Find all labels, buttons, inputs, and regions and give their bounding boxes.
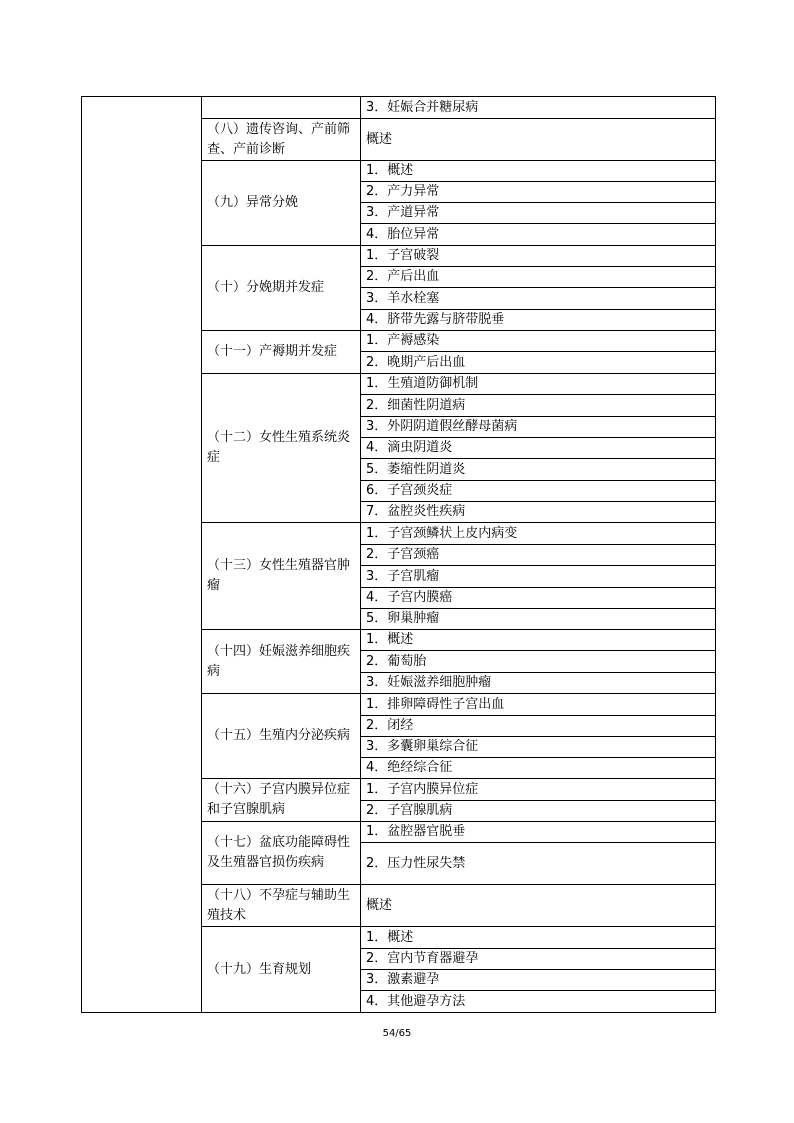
section-item: 3．妊娠合并糖尿病 xyxy=(361,97,716,119)
section-title: （十六）子宫内膜异位症和子宫腺肌病 xyxy=(202,779,361,822)
section-item: 4．其他避孕方法 xyxy=(361,991,716,1013)
section-title: （十七）盆底功能障碍性及生殖器官损伤疾病 xyxy=(202,822,361,885)
section-title: （十）分娩期并发症 xyxy=(202,246,361,331)
section-title: （十八）不孕症与辅助生殖技术 xyxy=(202,885,361,927)
section-title xyxy=(202,97,361,119)
section-item: 1．概述 xyxy=(361,630,716,651)
section-item: 4．绝经综合征 xyxy=(361,758,716,779)
page-number: 54/65 xyxy=(382,1028,412,1039)
section-item: 概述 xyxy=(361,885,716,927)
syllabus-table-body xyxy=(82,97,716,1013)
section-item: 3．子宫肌瘤 xyxy=(361,566,716,588)
section-item: 1．概述 xyxy=(361,927,716,949)
section-item: 3．产道异常 xyxy=(361,203,716,224)
section-item: 1．概述 xyxy=(361,161,716,182)
table-row xyxy=(82,97,716,119)
section-item: 1．产褥感染 xyxy=(361,331,716,352)
section-item: 3．外阴阴道假丝酵母菌病 xyxy=(361,417,716,438)
section-item: 2．宫内节育器避孕 xyxy=(361,949,716,970)
section-item: 1．子宫颈鳞状上皮内病变 xyxy=(361,523,716,545)
section-item: 1．排卵障碍性子宫出血 xyxy=(361,694,716,716)
section-title: （九）异常分娩 xyxy=(202,161,361,246)
section-title: （十三）女性生殖器官肿瘤 xyxy=(202,523,361,630)
section-item: 1．子宫破裂 xyxy=(361,246,716,267)
section-item: 3．多囊卵巢综合征 xyxy=(361,737,716,758)
section-item: 1．盆腔器官脱垂 xyxy=(361,822,716,843)
section-item: 2．压力性尿失禁 xyxy=(361,843,716,885)
section-item: 4．胎位异常 xyxy=(361,224,716,246)
section-item: 2．产力异常 xyxy=(361,182,716,203)
category-cell xyxy=(82,97,202,1013)
section-item: 3．羊水栓塞 xyxy=(361,288,716,310)
section-item: 2．产后出血 xyxy=(361,267,716,288)
section-item: 2．晚期产后出血 xyxy=(361,352,716,374)
section-item: 2．子宫颈癌 xyxy=(361,545,716,566)
section-item: 2．子宫腺肌病 xyxy=(361,801,716,822)
section-item: 1．子宫内膜异位症 xyxy=(361,779,716,801)
section-item: 1．生殖道防御机制 xyxy=(361,374,716,395)
section-title: （十四）妊娠滋养细胞疾病 xyxy=(202,630,361,694)
section-title: （十一）产褥期并发症 xyxy=(202,331,361,374)
section-title: （十二）女性生殖系统炎症 xyxy=(202,374,361,523)
section-item: 4．子宫内膜癌 xyxy=(361,588,716,609)
section-item: 7．盆腔炎性疾病 xyxy=(361,502,716,523)
section-item: 4．滴虫阴道炎 xyxy=(361,438,716,459)
section-item: 2．细菌性阴道病 xyxy=(361,395,716,417)
section-title: （十五）生殖内分泌疾病 xyxy=(202,694,361,779)
section-item: 3．激素避孕 xyxy=(361,970,716,991)
section-title: （八）遗传咨询、产前筛查、产前诊断 xyxy=(202,119,361,161)
section-item: 2．葡萄胎 xyxy=(361,651,716,673)
section-item: 3．妊娠滋养细胞肿瘤 xyxy=(361,673,716,694)
section-item: 2．闭经 xyxy=(361,716,716,737)
section-item: 4．脐带先露与脐带脱垂 xyxy=(361,310,716,331)
section-item: 5．萎缩性阴道炎 xyxy=(361,459,716,481)
syllabus-table xyxy=(81,96,716,1013)
section-item: 概述 xyxy=(361,119,716,161)
section-item: 6．子宫颈炎症 xyxy=(361,481,716,502)
section-item: 5．卵巢肿瘤 xyxy=(361,609,716,630)
section-title: （十九）生育规划 xyxy=(202,927,361,1013)
